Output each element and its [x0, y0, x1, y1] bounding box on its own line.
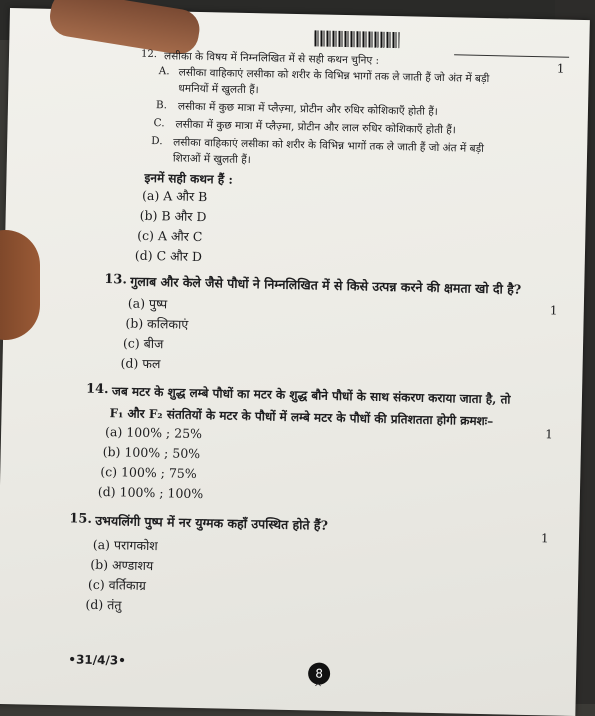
q12-A-text1: लसीका वाहिकाएं लसीका को शरीर के विभिन्न भागों तक ले जाती हैं जो अंत में बड़ी	[178, 66, 490, 86]
q12-A-label: A.	[158, 65, 170, 78]
q12-D-text2: शिराओं में खुलती हैं।	[172, 152, 251, 167]
caret-mark: ^	[313, 682, 323, 694]
q13-option-d: (d) फल	[120, 355, 161, 372]
q12-option-d: (d) C और D	[134, 247, 203, 265]
q12-D-label: D.	[151, 134, 163, 148]
q13-number: 13.	[104, 272, 128, 288]
q14-text1: जब मटर के शुद्ध लम्बे पौधों का मटर के शुद्ध बौने पौधों के साथ संकरण कराया जाता है, तो	[111, 384, 511, 407]
q13-option-c: (c) बीज	[122, 335, 164, 352]
q13-option-b: (b) कलिकाएं	[125, 315, 189, 332]
exam-paper	[0, 8, 590, 716]
q14-option-b: (b) 100% ; 50%	[102, 444, 201, 462]
q12-correct-label: इनमें सही कथन हैं :	[144, 170, 233, 187]
q12-C-text: लसीका में कुछ मात्रा में प्लैज़्मा, प्रोटीन और लाल रुधिर कोशिकाएँ होती हैं।	[175, 118, 456, 137]
q15-option-d: (d) तंतु	[85, 596, 122, 613]
q14-option-a: (a) 100% ; 25%	[104, 424, 203, 442]
q15-option-c: (c) वर्तिकाग्र	[87, 576, 147, 593]
thumb	[0, 230, 40, 340]
q12-option-b: (b) B और D	[139, 207, 207, 225]
q15-option-b: (b) अण्डाशय	[90, 556, 154, 574]
barcode	[314, 30, 399, 48]
q15-text: उभयलिंगी पुष्प में नर युग्मक कहाँ उपस्थित होते हैं?	[95, 512, 329, 533]
q12-D-text1: लसीका वाहिकाएं लसीका को शरीर के विभिन्न भागों तक ले जाती हैं जो अंत में बड़ी	[173, 136, 484, 155]
q14-text2: F₁ और F₂ संततियों के मटर के पौधों में लम्बे मटर के पौधों की प्रतिशतता होगी क्रमशः–	[109, 406, 494, 429]
q12-stem: लसीका के विषय में निम्नलिखित में से सही कथन चुनिए :	[163, 50, 380, 67]
q12-B-text: लसीका में कुछ मात्रा में प्लैज़्मा, प्रोटीन और रुधिर कोशिकाएँ होती हैं।	[177, 100, 438, 118]
paper-code: •31/4/3•	[68, 652, 127, 668]
q12-option-a: (a) A और B	[141, 187, 208, 205]
q14-option-c: (c) 100% ; 75%	[100, 463, 197, 482]
q12-C-label: C.	[153, 117, 165, 130]
q13-text: गुलाब और केले जैसे पौधों ने निम्नलिखित में से किसे उत्पन्न करने की क्षमता खो दी है?	[130, 273, 522, 297]
q14-marks: 1	[545, 427, 553, 442]
q14-option-d: (d) 100% ; 100%	[97, 483, 204, 502]
q15-number: 15.	[69, 511, 93, 527]
q13-marks: 1	[549, 303, 558, 318]
q13-option-a: (a) पुष्प	[127, 295, 168, 312]
page-number: 8	[308, 662, 330, 684]
finger-top	[47, 0, 202, 57]
q12-number: 12.	[140, 48, 158, 61]
q12-A-text2: धमनियों में खुलती हैं।	[178, 82, 259, 97]
q15-marks: 1	[540, 531, 549, 546]
q14-number: 14.	[85, 381, 109, 398]
header-rule	[454, 54, 569, 57]
q12-marks: 1	[556, 61, 565, 76]
q15-option-a: (a) परागकोश	[92, 536, 158, 554]
q12-option-c: (c) A और C	[137, 227, 203, 245]
q12-B-label: B.	[155, 99, 168, 112]
